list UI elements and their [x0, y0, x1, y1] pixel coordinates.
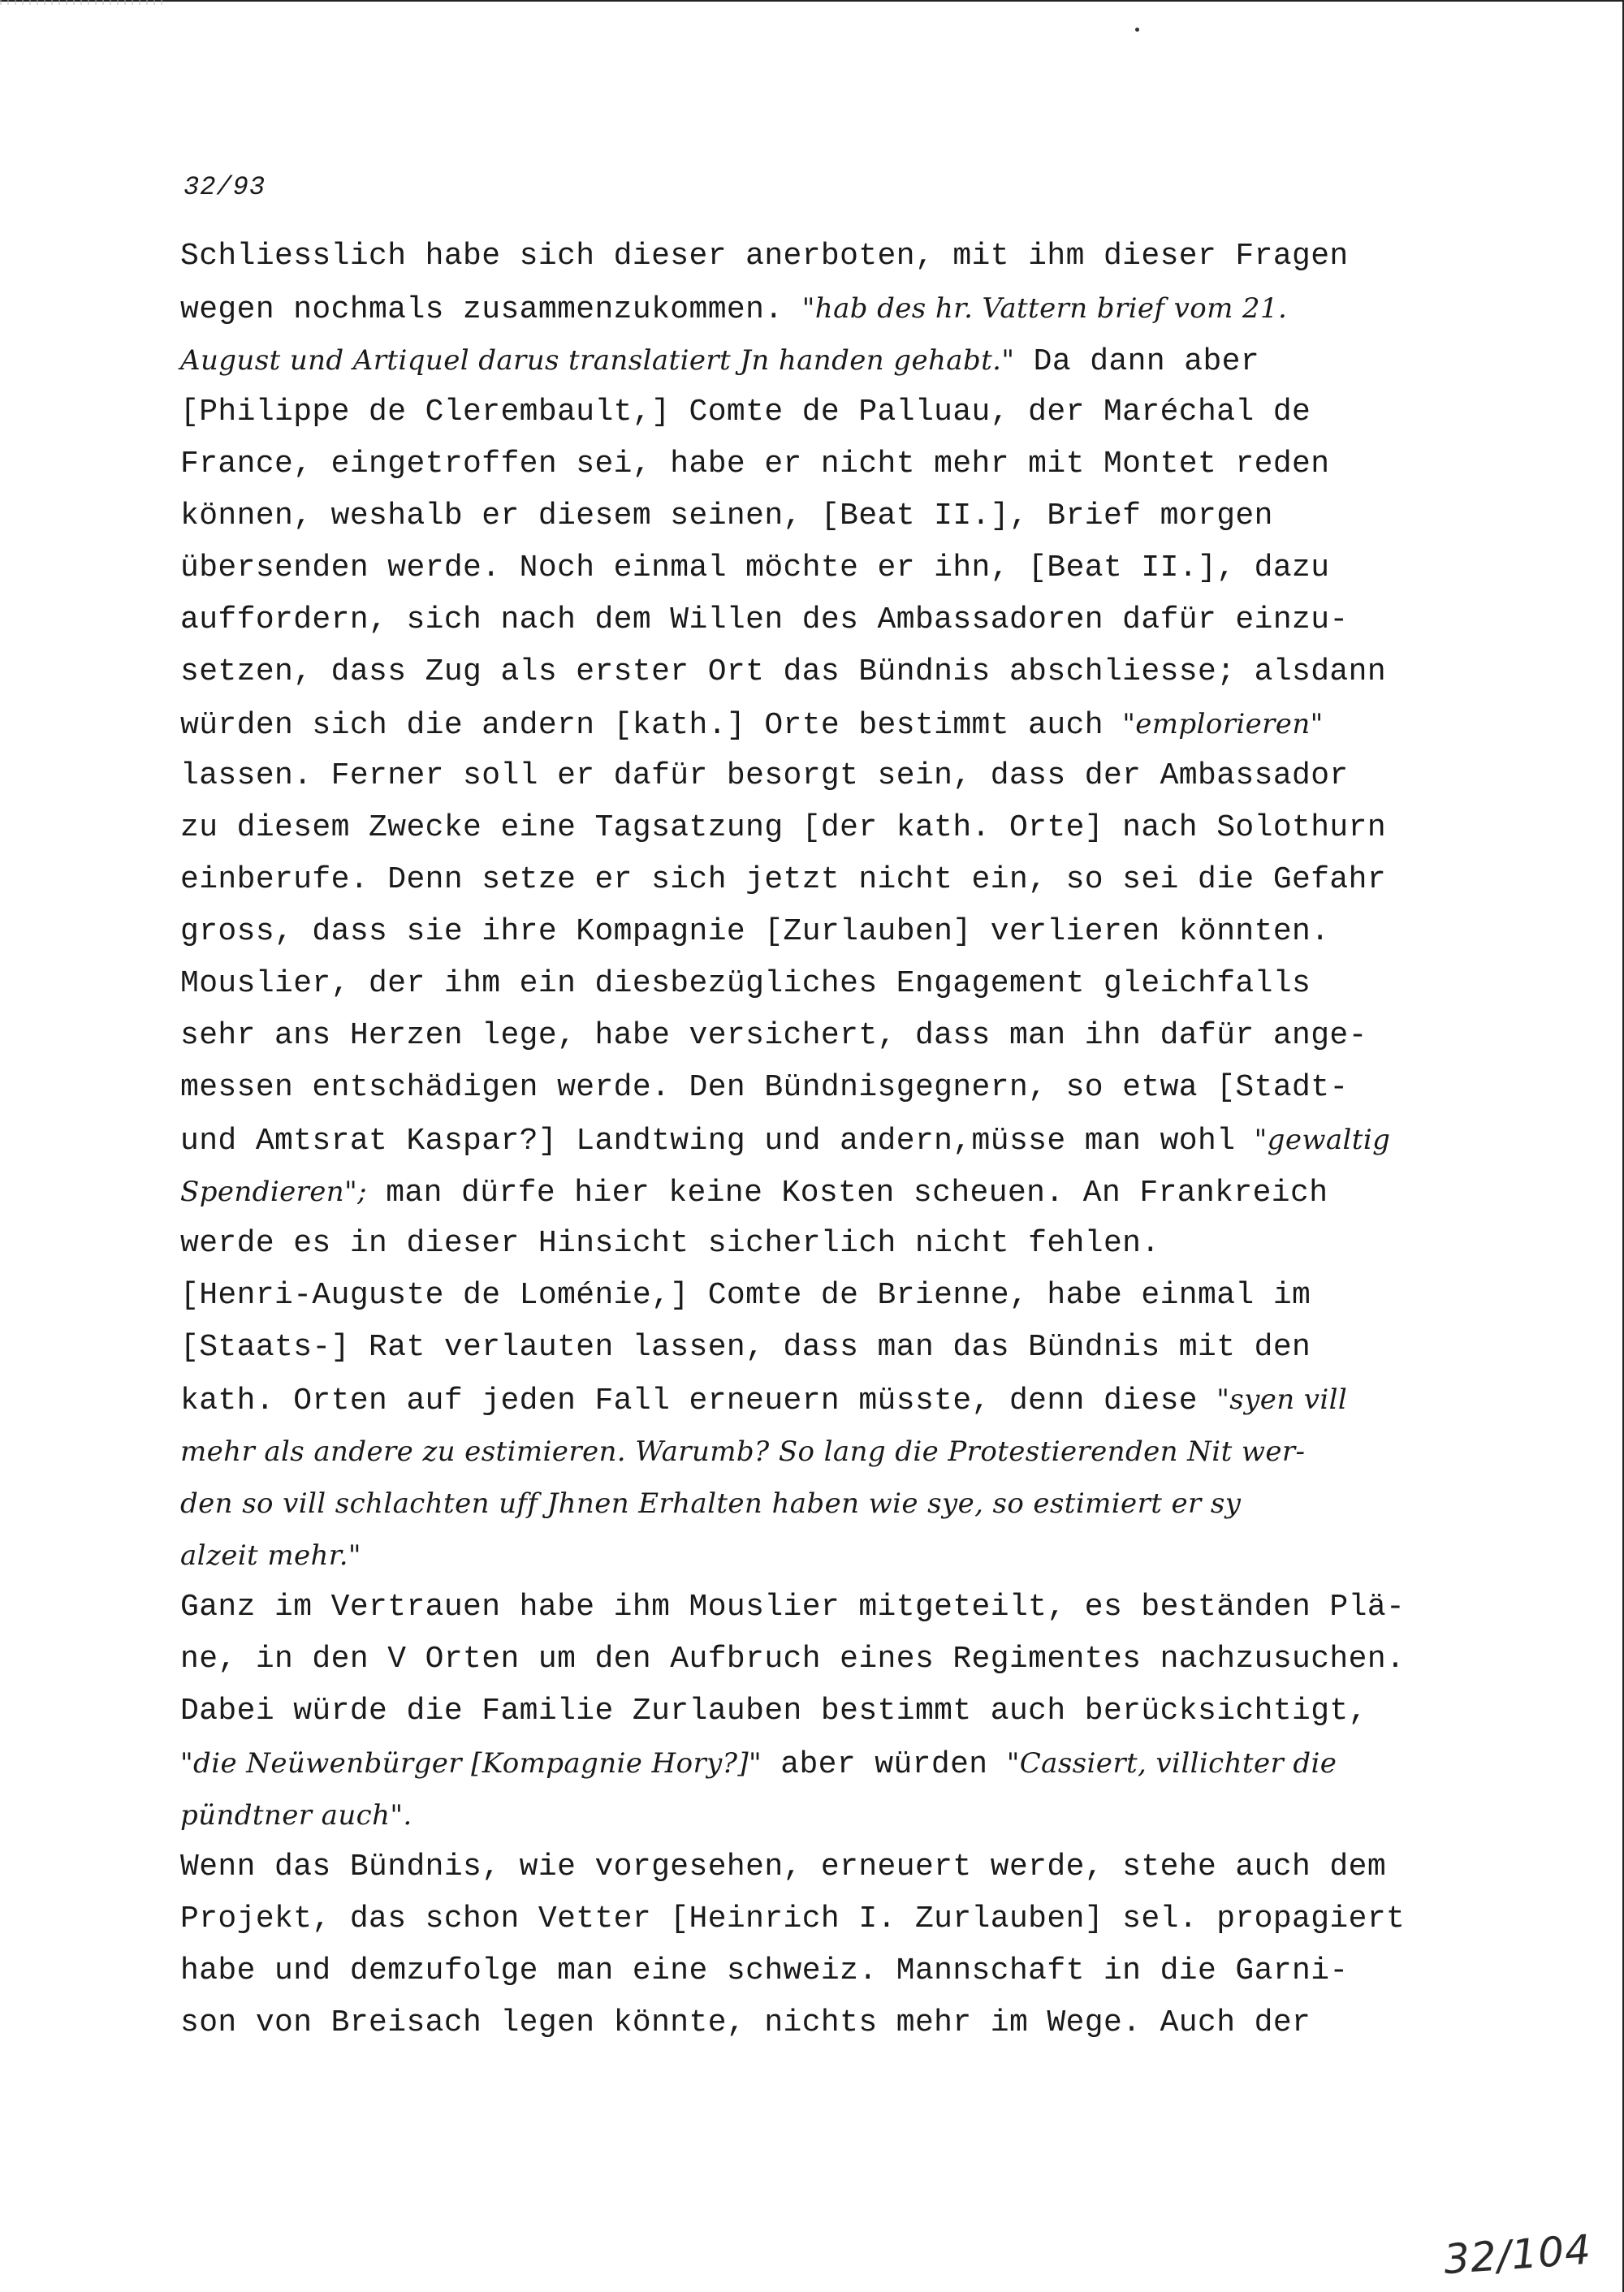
text-line [180, 1010, 1479, 1062]
quoted-source-text: "gewaltig [1254, 1124, 1391, 1156]
plain-text: und Amtsrat Kaspar?] Landtwing und andern,müsse man wohl [180, 1124, 1255, 1159]
folio-number: 32/93 [184, 172, 266, 202]
plain-text: France, eingetroffen sei, habe er nicht mehr mit Montet reden [180, 447, 1330, 481]
plain-text: Da dann aber [1014, 344, 1260, 379]
text-line [180, 1582, 1479, 1634]
text-line [180, 750, 1479, 802]
text-line [180, 958, 1479, 1010]
plain-text: sehr ans Herzen lege, habe versichert, dass man ihn dafür ange- [180, 1018, 1367, 1053]
text-line [180, 1478, 1479, 1530]
ink-speck [1135, 28, 1139, 32]
text-line [180, 1789, 1479, 1841]
plain-text: gross, dass sie ihre Kompagnie [Zurlauben] verlieren könnten. [180, 914, 1330, 949]
text-line [180, 1114, 1479, 1166]
scan-noise [0, 0, 162, 5]
text-line [180, 1530, 1479, 1582]
text-line [180, 386, 1479, 438]
text-line [180, 802, 1479, 854]
plain-text: werde es in dieser Hinsicht sicherlich nicht fehlen. [180, 1226, 1160, 1261]
text-line [180, 1893, 1479, 1945]
plain-text: son von Breisach legen könnte, nichts mehr im Wege. Auch der [180, 2005, 1311, 2040]
quoted-source-text: den so vill schlachten uff Jhnen Erhalten haben wie sye, so estimiert er sy [180, 1487, 1242, 1520]
text-line [180, 1218, 1479, 1270]
quoted-source-text: "emplorieren" [1122, 708, 1324, 740]
text-line [180, 335, 1479, 386]
plain-text: Wenn das Bündnis, wie vorgesehen, erneuert werde, stehe auch dem [180, 1850, 1387, 1884]
quoted-source-text: August und Artiquel darus translatiert Jn handen gehabt." [180, 344, 1015, 377]
quoted-source-text: pündtner auch". [180, 1799, 412, 1832]
plain-text: kath. Orten auf jeden Fall erneuern müsste, denn diese [180, 1383, 1217, 1418]
plain-text: lassen. Ferner soll er dafür besorgt sein, dass der Ambassador [180, 758, 1349, 793]
plain-text: Ganz im Vertrauen habe ihm Mouslier mitgeteilt, es beständen Plä- [180, 1590, 1406, 1625]
plain-text: einberufe. Denn setze er sich jetzt nicht ein, so sei die Gefahr [180, 862, 1387, 897]
quoted-source-text: "Cassiert, villichter die [1006, 1747, 1337, 1780]
plain-text: auffordern, sich nach dem Willen des Ambassadoren dafür einzu- [180, 602, 1349, 637]
plain-text: Mouslier, der ihm ein diesbezügliches Engagement gleichfalls [180, 966, 1311, 1001]
text-line [180, 1374, 1479, 1426]
plain-text: [Philippe de Clerembault,] Comte de Palluau, der Maréchal de [180, 395, 1311, 429]
plain-text: Projekt, das schon Vetter [Heinrich I. Zurlauben] sel. propagiert [180, 1901, 1406, 1936]
plain-text: setzen, dass Zug als erster Ort das Bündnis abschliesse; alsdann [180, 654, 1387, 689]
text-line [180, 438, 1479, 490]
plain-text: habe und demzufolge man eine schweiz. Mannschaft in die Garni- [180, 1953, 1349, 1988]
body-text [180, 231, 1479, 2049]
text-line [180, 1270, 1479, 1322]
text-line [180, 283, 1479, 335]
plain-text: Schliesslich habe sich dieser anerboten, mit ihm dieser Fragen [180, 239, 1349, 274]
quoted-source-text: mehr als andere zu estimieren. Warumb? So lang die Protestierenden Nit wer- [180, 1435, 1306, 1468]
plain-text: [Staats-] Rat verlauten lassen, dass man das Bündnis mit den [180, 1330, 1311, 1365]
text-line [180, 1166, 1479, 1218]
plain-text: aber würden [762, 1747, 1007, 1782]
text-line [180, 1737, 1479, 1789]
text-line [180, 1945, 1479, 1997]
text-line [180, 1686, 1479, 1737]
text-line [180, 1841, 1479, 1893]
quoted-source-text: alzeit mehr." [180, 1539, 361, 1572]
plain-text: messen entschädigen werde. Den Bündnisgegnern, so etwa [Stadt- [180, 1070, 1349, 1105]
plain-text: ne, in den V Orten um den Aufbruch eines Regimentes nachzusuchen. [180, 1642, 1406, 1677]
plain-text: übersenden werde. Noch einmal möchte er ihn, [Beat II.], dazu [180, 550, 1330, 585]
text-line [180, 490, 1479, 542]
text-line [180, 594, 1479, 646]
quoted-source-text: "hab des hr. Vattern brief vom 21. [801, 292, 1288, 325]
plain-text: [Henri-Auguste de Loménie,] Comte de Brienne, habe einmal im [180, 1278, 1311, 1313]
quoted-source-text: "syen vill [1216, 1383, 1348, 1416]
text-line [180, 854, 1479, 906]
quoted-source-text: "die Neüwenbürger [Kompagnie Hory?]" [180, 1747, 762, 1780]
plain-text: würden sich die andern [kath.] Orte bestimmt auch [180, 708, 1123, 743]
plain-text: zu diesem Zwecke eine Tagsatzung [der kath. Orte] nach Solothurn [180, 810, 1387, 845]
text-line [180, 1634, 1479, 1686]
text-line [180, 1426, 1479, 1478]
plain-text: Dabei würde die Familie Zurlauben bestimmt auch berücksichtigt, [180, 1694, 1367, 1729]
archive-page-stamp: 32/104 [1442, 2225, 1593, 2284]
text-line [180, 1322, 1479, 1374]
text-line [180, 231, 1479, 283]
text-line [180, 698, 1479, 750]
text-line [180, 906, 1479, 958]
text-line [180, 1062, 1479, 1114]
text-line [180, 646, 1479, 698]
quoted-source-text: Spendieren"; [180, 1176, 368, 1208]
text-line [180, 542, 1479, 594]
plain-text: man dürfe hier keine Kosten scheuen. An Frankreich [367, 1176, 1328, 1211]
text-line [180, 1997, 1479, 2049]
plain-text: können, weshalb er diesem seinen, [Beat II.], Brief morgen [180, 499, 1273, 533]
plain-text: wegen nochmals zusammenzukommen. [180, 292, 802, 327]
